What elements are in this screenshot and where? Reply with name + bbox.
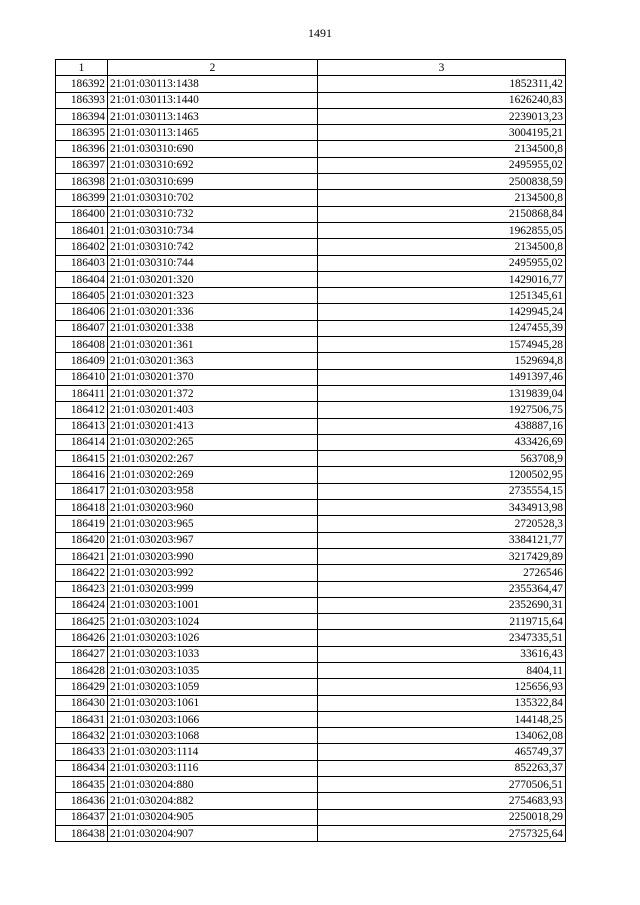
- cadastral-value-cell: 33616,43: [318, 646, 566, 662]
- row-number-cell: 186423: [56, 581, 108, 597]
- cadastral-value-cell: 1626240,83: [318, 92, 566, 108]
- cadastral-value-cell: 3434913,98: [318, 500, 566, 516]
- column-header-2: 2: [108, 60, 318, 76]
- row-number-cell: 186394: [56, 108, 108, 124]
- table-row: [56, 711, 566, 727]
- cadastral-value-cell: 1429945,24: [318, 304, 566, 320]
- row-number-cell: 186421: [56, 548, 108, 564]
- table-row: [56, 695, 566, 711]
- row-number-cell: 186437: [56, 809, 108, 825]
- row-number-cell: 186403: [56, 255, 108, 271]
- cadastral-number-cell: 21:01:030310:690: [108, 141, 318, 157]
- table-row: [56, 369, 566, 385]
- row-number-cell: 186397: [56, 157, 108, 173]
- table-row: [56, 483, 566, 499]
- row-number-cell: 186404: [56, 271, 108, 287]
- cadastral-number-cell: 21:01:030310:702: [108, 190, 318, 206]
- cadastral-value-cell: 135322,84: [318, 695, 566, 711]
- cadastral-number-cell: 21:01:030310:734: [108, 222, 318, 238]
- row-number-cell: 186413: [56, 418, 108, 434]
- cadastral-value-table: [55, 59, 566, 842]
- cadastral-number-cell: 21:01:030203:1033: [108, 646, 318, 662]
- cadastral-value-cell: 2134500,8: [318, 190, 566, 206]
- row-number-cell: 186412: [56, 402, 108, 418]
- cadastral-value-cell: 1962855,05: [318, 222, 566, 238]
- row-number-cell: 186422: [56, 565, 108, 581]
- cadastral-value-cell: 3217429,89: [318, 548, 566, 564]
- table-row: [56, 255, 566, 271]
- cadastral-value-cell: 2754683,93: [318, 793, 566, 809]
- table-row: [56, 825, 566, 841]
- cadastral-value-cell: 1927506,75: [318, 402, 566, 418]
- cadastral-value-cell: 2134500,8: [318, 239, 566, 255]
- table-row: [56, 467, 566, 483]
- cadastral-number-cell: 21:01:030203:992: [108, 565, 318, 581]
- table-row: [56, 320, 566, 336]
- cadastral-value-cell: 1200502,95: [318, 467, 566, 483]
- cadastral-number-cell: 21:01:030203:965: [108, 516, 318, 532]
- row-number-cell: 186438: [56, 825, 108, 841]
- row-number-cell: 186416: [56, 467, 108, 483]
- cadastral-number-cell: 21:01:030202:269: [108, 467, 318, 483]
- row-number-cell: 186405: [56, 288, 108, 304]
- table-body: [56, 60, 566, 842]
- row-number-cell: 186429: [56, 679, 108, 695]
- cadastral-value-cell: 1319839,04: [318, 385, 566, 401]
- row-number-cell: 186410: [56, 369, 108, 385]
- table-row: [56, 548, 566, 564]
- row-number-cell: 186392: [56, 76, 108, 92]
- cadastral-number-cell: 21:01:030204:907: [108, 825, 318, 841]
- cadastral-number-cell: 21:01:030203:960: [108, 500, 318, 516]
- table-row: [56, 451, 566, 467]
- row-number-cell: 186427: [56, 646, 108, 662]
- table-row: [56, 337, 566, 353]
- table-row: [56, 141, 566, 157]
- cadastral-number-cell: 21:01:030203:1059: [108, 679, 318, 695]
- table-row: [56, 565, 566, 581]
- row-number-cell: 186419: [56, 516, 108, 532]
- table-row: [56, 500, 566, 516]
- cadastral-value-cell: 2735554,15: [318, 483, 566, 499]
- cadastral-value-cell: 563708,9: [318, 451, 566, 467]
- table-row: [56, 614, 566, 630]
- table-row: [56, 744, 566, 760]
- cadastral-number-cell: 21:01:030310:732: [108, 206, 318, 222]
- table-row: [56, 190, 566, 206]
- table-row: [56, 630, 566, 646]
- row-number-cell: 186411: [56, 385, 108, 401]
- cadastral-number-cell: 21:01:030201:372: [108, 385, 318, 401]
- cadastral-value-cell: 438887,16: [318, 418, 566, 434]
- table-row: [56, 174, 566, 190]
- cadastral-number-cell: 21:01:030201:370: [108, 369, 318, 385]
- cadastral-value-cell: 1529694,8: [318, 353, 566, 369]
- cadastral-number-cell: 21:01:030113:1438: [108, 76, 318, 92]
- row-number-cell: 186408: [56, 337, 108, 353]
- cadastral-number-cell: 21:01:030203:1066: [108, 711, 318, 727]
- cadastral-number-cell: 21:01:030310:699: [108, 174, 318, 190]
- table-row: [56, 157, 566, 173]
- cadastral-number-cell: 21:01:030113:1465: [108, 125, 318, 141]
- cadastral-number-cell: 21:01:030201:323: [108, 288, 318, 304]
- row-number-cell: 186424: [56, 597, 108, 613]
- cadastral-value-cell: 852263,37: [318, 760, 566, 776]
- row-number-cell: 186417: [56, 483, 108, 499]
- row-number-cell: 186426: [56, 630, 108, 646]
- cadastral-number-cell: 21:01:030113:1440: [108, 92, 318, 108]
- cadastral-value-cell: 1574945,28: [318, 337, 566, 353]
- cadastral-value-cell: 2134500,8: [318, 141, 566, 157]
- cadastral-number-cell: 21:01:030201:403: [108, 402, 318, 418]
- cadastral-value-cell: 134062,08: [318, 728, 566, 744]
- cadastral-value-cell: 1429016,77: [318, 271, 566, 287]
- cadastral-number-cell: 21:01:030204:882: [108, 793, 318, 809]
- cadastral-value-cell: 465749,37: [318, 744, 566, 760]
- cadastral-value-cell: 2720528,3: [318, 516, 566, 532]
- cadastral-value-cell: 2355364,47: [318, 581, 566, 597]
- table-row: [56, 434, 566, 450]
- cadastral-value-cell: 2347335,51: [318, 630, 566, 646]
- row-number-cell: 186398: [56, 174, 108, 190]
- cadastral-value-cell: 2119715,64: [318, 614, 566, 630]
- cadastral-number-cell: 21:01:030310:742: [108, 239, 318, 255]
- row-number-cell: 186436: [56, 793, 108, 809]
- table-row: [56, 222, 566, 238]
- row-number-cell: 186428: [56, 662, 108, 678]
- cadastral-number-cell: 21:01:030203:999: [108, 581, 318, 597]
- cadastral-value-cell: 8404,11: [318, 662, 566, 678]
- cadastral-value-cell: 125656,93: [318, 679, 566, 695]
- table-row: [56, 304, 566, 320]
- cadastral-number-cell: 21:01:030113:1463: [108, 108, 318, 124]
- row-number-cell: 186399: [56, 190, 108, 206]
- table-row: [56, 646, 566, 662]
- cadastral-number-cell: 21:01:030201:413: [108, 418, 318, 434]
- cadastral-value-cell: 1491397,46: [318, 369, 566, 385]
- table-row: [56, 288, 566, 304]
- table-row: [56, 271, 566, 287]
- cadastral-number-cell: 21:01:030201:363: [108, 353, 318, 369]
- cadastral-value-cell: 433426,69: [318, 434, 566, 450]
- row-number-cell: 186407: [56, 320, 108, 336]
- row-number-cell: 186402: [56, 239, 108, 255]
- cadastral-number-cell: 21:01:030203:967: [108, 532, 318, 548]
- cadastral-number-cell: 21:01:030201:336: [108, 304, 318, 320]
- cadastral-number-cell: 21:01:030201:320: [108, 271, 318, 287]
- row-number-cell: 186396: [56, 141, 108, 157]
- cadastral-number-cell: 21:01:030201:361: [108, 337, 318, 353]
- cadastral-value-cell: 1852311,42: [318, 76, 566, 92]
- row-number-cell: 186435: [56, 777, 108, 793]
- cadastral-value-cell: 2150868,84: [318, 206, 566, 222]
- table-row: [56, 239, 566, 255]
- cadastral-value-cell: 1251345,61: [318, 288, 566, 304]
- cadastral-value-cell: 2495955,02: [318, 157, 566, 173]
- row-number-cell: 186433: [56, 744, 108, 760]
- row-number-cell: 186400: [56, 206, 108, 222]
- cadastral-value-cell: 2757325,64: [318, 825, 566, 841]
- cadastral-number-cell: 21:01:030202:265: [108, 434, 318, 450]
- table-row: [56, 662, 566, 678]
- table-row: [56, 92, 566, 108]
- cadastral-value-cell: 2770506,51: [318, 777, 566, 793]
- cadastral-value-cell: 2239013,23: [318, 108, 566, 124]
- cadastral-value-cell: 1247455,39: [318, 320, 566, 336]
- table-row: [56, 597, 566, 613]
- row-number-cell: 186409: [56, 353, 108, 369]
- cadastral-number-cell: 21:01:030203:1001: [108, 597, 318, 613]
- table-row: [56, 206, 566, 222]
- row-number-cell: 186414: [56, 434, 108, 450]
- cadastral-value-cell: 3004195,21: [318, 125, 566, 141]
- table-row: [56, 532, 566, 548]
- cadastral-value-cell: 2352690,31: [318, 597, 566, 613]
- cadastral-number-cell: 21:01:030203:1024: [108, 614, 318, 630]
- cadastral-number-cell: 21:01:030203:1114: [108, 744, 318, 760]
- column-header-3: 3: [318, 60, 566, 76]
- table-row: [56, 777, 566, 793]
- table-row: [56, 353, 566, 369]
- cadastral-number-cell: 21:01:030201:338: [108, 320, 318, 336]
- row-number-cell: 186395: [56, 125, 108, 141]
- cadastral-value-cell: 3384121,77: [318, 532, 566, 548]
- table-row: [56, 125, 566, 141]
- row-number-cell: 186434: [56, 760, 108, 776]
- page-number: 1491: [308, 26, 332, 40]
- table-row: [56, 581, 566, 597]
- cadastral-number-cell: 21:01:030203:1061: [108, 695, 318, 711]
- row-number-cell: 186406: [56, 304, 108, 320]
- table-row: [56, 418, 566, 434]
- cadastral-value-cell: 2250018,29: [318, 809, 566, 825]
- column-header-1: 1: [56, 60, 108, 76]
- row-number-cell: 186393: [56, 92, 108, 108]
- cadastral-value-cell: 144148,25: [318, 711, 566, 727]
- table-row: [56, 516, 566, 532]
- table-row: [56, 108, 566, 124]
- table-row: [56, 793, 566, 809]
- cadastral-number-cell: 21:01:030202:267: [108, 451, 318, 467]
- row-number-cell: 186401: [56, 222, 108, 238]
- cadastral-number-cell: 21:01:030204:880: [108, 777, 318, 793]
- row-number-cell: 186430: [56, 695, 108, 711]
- cadastral-number-cell: 21:01:030310:744: [108, 255, 318, 271]
- row-number-cell: 186431: [56, 711, 108, 727]
- table-header-row: [56, 60, 566, 76]
- row-number-cell: 186425: [56, 614, 108, 630]
- table-row: [56, 809, 566, 825]
- cadastral-number-cell: 21:01:030203:990: [108, 548, 318, 564]
- table-row: [56, 76, 566, 92]
- row-number-cell: 186415: [56, 451, 108, 467]
- row-number-cell: 186418: [56, 500, 108, 516]
- cadastral-number-cell: 21:01:030203:958: [108, 483, 318, 499]
- table-row: [56, 760, 566, 776]
- cadastral-number-cell: 21:01:030203:1116: [108, 760, 318, 776]
- cadastral-number-cell: 21:01:030203:1035: [108, 662, 318, 678]
- cadastral-value-cell: 2495955,02: [318, 255, 566, 271]
- cadastral-value-cell: 2726546: [318, 565, 566, 581]
- table-row: [56, 728, 566, 744]
- table-row: [56, 679, 566, 695]
- table-row: [56, 385, 566, 401]
- cadastral-number-cell: 21:01:030310:692: [108, 157, 318, 173]
- cadastral-number-cell: 21:01:030203:1026: [108, 630, 318, 646]
- cadastral-number-cell: 21:01:030204:905: [108, 809, 318, 825]
- row-number-cell: 186432: [56, 728, 108, 744]
- row-number-cell: 186420: [56, 532, 108, 548]
- cadastral-number-cell: 21:01:030203:1068: [108, 728, 318, 744]
- cadastral-value-cell: 2500838,59: [318, 174, 566, 190]
- table-row: [56, 402, 566, 418]
